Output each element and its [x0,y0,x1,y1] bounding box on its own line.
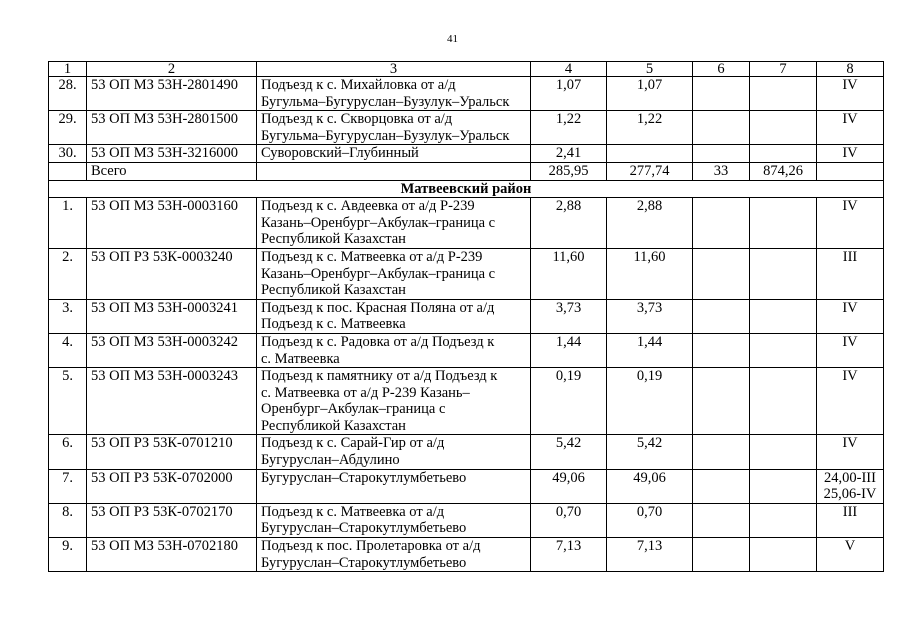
table-row [49,538,884,572]
road-code: 53 ОП МЗ 53Н-2801490 [87,77,257,111]
road-name: Подъезд к с. Матвеевка от а/д Бугуруслан–Старокутлумбетьево [257,503,531,537]
road-category: V [817,538,884,572]
total-row [49,162,884,180]
length-total: 3,73 [531,299,607,333]
total-hard-surface: 277,74 [607,162,693,180]
length-total: 2,88 [531,198,607,249]
length-hard-surface: 49,06 [607,469,693,503]
total-bridges-length: 874,26 [750,162,817,180]
total-label: Всего [87,162,257,180]
road-name: Подъезд к с. Сарай-Гир от а/д Бугуруслан–Абдулино [257,435,531,469]
bridges-length [750,368,817,435]
table-row [49,469,884,503]
road-name: Подъезд к пос. Красная Поляна от а/д Подъезд к с. Матвеевка [257,299,531,333]
length-hard-surface: 1,44 [607,333,693,367]
bridges-count [693,469,750,503]
table-row [49,368,884,435]
total-bridges-count: 33 [693,162,750,180]
table-row [49,299,884,333]
road-name: Подъезд к с. Радовка от а/д Подъезд к с. Матвеевка [257,333,531,367]
road-name: Подъезд к с. Авдеевка от а/д Р-239 Казань–Оренбург–Акбулак–граница с Республикой Казахстан [257,198,531,249]
length-hard-surface: 11,60 [607,248,693,299]
column-header: 2 [87,62,257,77]
table-row [49,145,884,163]
table-row [49,248,884,299]
road-code: 53 ОП МЗ 53Н-0003160 [87,198,257,249]
table-row [49,503,884,537]
bridges-count [693,333,750,367]
empty-cell [49,162,87,180]
row-number: 9. [49,538,87,572]
header-row [49,62,884,77]
column-header: 3 [257,62,531,77]
section-title: Матвеевский район [49,180,884,198]
row-number: 29. [49,111,87,145]
length-total: 2,41 [531,145,607,163]
road-category: 24,00-III 25,06-IV [817,469,884,503]
column-header: 6 [693,62,750,77]
empty-cell [817,162,884,180]
row-number: 30. [49,145,87,163]
bridges-length [750,333,817,367]
length-total: 1,07 [531,77,607,111]
road-code: 53 ОП МЗ 53Н-0702180 [87,538,257,572]
road-category: III [817,248,884,299]
bridges-length [750,435,817,469]
empty-cell [257,162,531,180]
table-row [49,111,884,145]
road-category: IV [817,435,884,469]
bridges-count [693,248,750,299]
length-total: 1,44 [531,333,607,367]
bridges-length [750,469,817,503]
road-code: 53 ОП РЗ 53К-0003240 [87,248,257,299]
length-hard-surface: 1,22 [607,111,693,145]
bridges-count [693,368,750,435]
road-category: IV [817,368,884,435]
length-total: 0,19 [531,368,607,435]
bridges-length [750,503,817,537]
road-category: IV [817,77,884,111]
column-header: 1 [49,62,87,77]
row-number: 1. [49,198,87,249]
road-name: Подъезд к с. Михайловка от а/д Бугульма–Бугуруслан–Бузулук–Уральск [257,77,531,111]
road-code: 53 ОП МЗ 53Н-0003242 [87,333,257,367]
road-category: III [817,503,884,537]
table-row [49,435,884,469]
table-body [49,62,884,572]
length-total: 7,13 [531,538,607,572]
length-total: 1,22 [531,111,607,145]
row-number: 3. [49,299,87,333]
bridges-count [693,538,750,572]
length-hard-surface: 0,70 [607,503,693,537]
bridges-count [693,145,750,163]
length-hard-surface: 7,13 [607,538,693,572]
bridges-length [750,145,817,163]
road-code: 53 ОП РЗ 53К-0701210 [87,435,257,469]
row-number: 8. [49,503,87,537]
bridges-count [693,77,750,111]
length-total: 11,60 [531,248,607,299]
length-total: 5,42 [531,435,607,469]
length-hard-surface: 0,19 [607,368,693,435]
row-number: 5. [49,368,87,435]
road-category: IV [817,145,884,163]
table-row [49,77,884,111]
road-code: 53 ОП МЗ 53Н-0003243 [87,368,257,435]
road-code: 53 ОП МЗ 53Н-3216000 [87,145,257,163]
roads-table [48,61,884,572]
row-number: 6. [49,435,87,469]
total-length: 285,95 [531,162,607,180]
road-name: Суворовский–Глубинный [257,145,531,163]
road-code: 53 ОП РЗ 53К-0702000 [87,469,257,503]
bridges-count [693,299,750,333]
bridges-count [693,111,750,145]
section-row [49,180,884,198]
row-number: 4. [49,333,87,367]
bridges-length [750,198,817,249]
road-category: IV [817,333,884,367]
bridges-count [693,503,750,537]
table-row [49,198,884,249]
road-category: IV [817,198,884,249]
bridges-length [750,111,817,145]
column-header: 5 [607,62,693,77]
length-hard-surface: 3,73 [607,299,693,333]
length-hard-surface [607,145,693,163]
road-name: Подъезд к памятнику от а/д Подъезд к с. Матвеевка от а/д Р-239 Казань– Оренбург–Акбулак–граница с Республикой Казахстан [257,368,531,435]
row-number: 28. [49,77,87,111]
bridges-count [693,435,750,469]
row-number: 7. [49,469,87,503]
length-hard-surface: 5,42 [607,435,693,469]
road-name: Подъезд к с. Скворцовка от а/д Бугульма–Бугуруслан–Бузулук–Уральск [257,111,531,145]
page-number: 41 [447,33,458,45]
table-row [49,333,884,367]
bridges-count [693,198,750,249]
row-number: 2. [49,248,87,299]
length-hard-surface: 2,88 [607,198,693,249]
bridges-length [750,77,817,111]
road-code: 53 ОП МЗ 53Н-0003241 [87,299,257,333]
length-hard-surface: 1,07 [607,77,693,111]
bridges-length [750,299,817,333]
length-total: 0,70 [531,503,607,537]
road-name: Бугуруслан–Старокутлумбетьево [257,469,531,503]
column-header: 7 [750,62,817,77]
length-total: 49,06 [531,469,607,503]
bridges-length [750,538,817,572]
road-code: 53 ОП РЗ 53К-0702170 [87,503,257,537]
road-name: Подъезд к пос. Пролетаровка от а/д Бугуруслан–Старокутлумбетьево [257,538,531,572]
road-category: IV [817,111,884,145]
column-header: 4 [531,62,607,77]
road-category: IV [817,299,884,333]
column-header: 8 [817,62,884,77]
road-name: Подъезд к с. Матвеевка от а/д Р-239 Казань–Оренбург–Акбулак–граница с Республикой Казахстан [257,248,531,299]
bridges-length [750,248,817,299]
road-code: 53 ОП МЗ 53Н-2801500 [87,111,257,145]
